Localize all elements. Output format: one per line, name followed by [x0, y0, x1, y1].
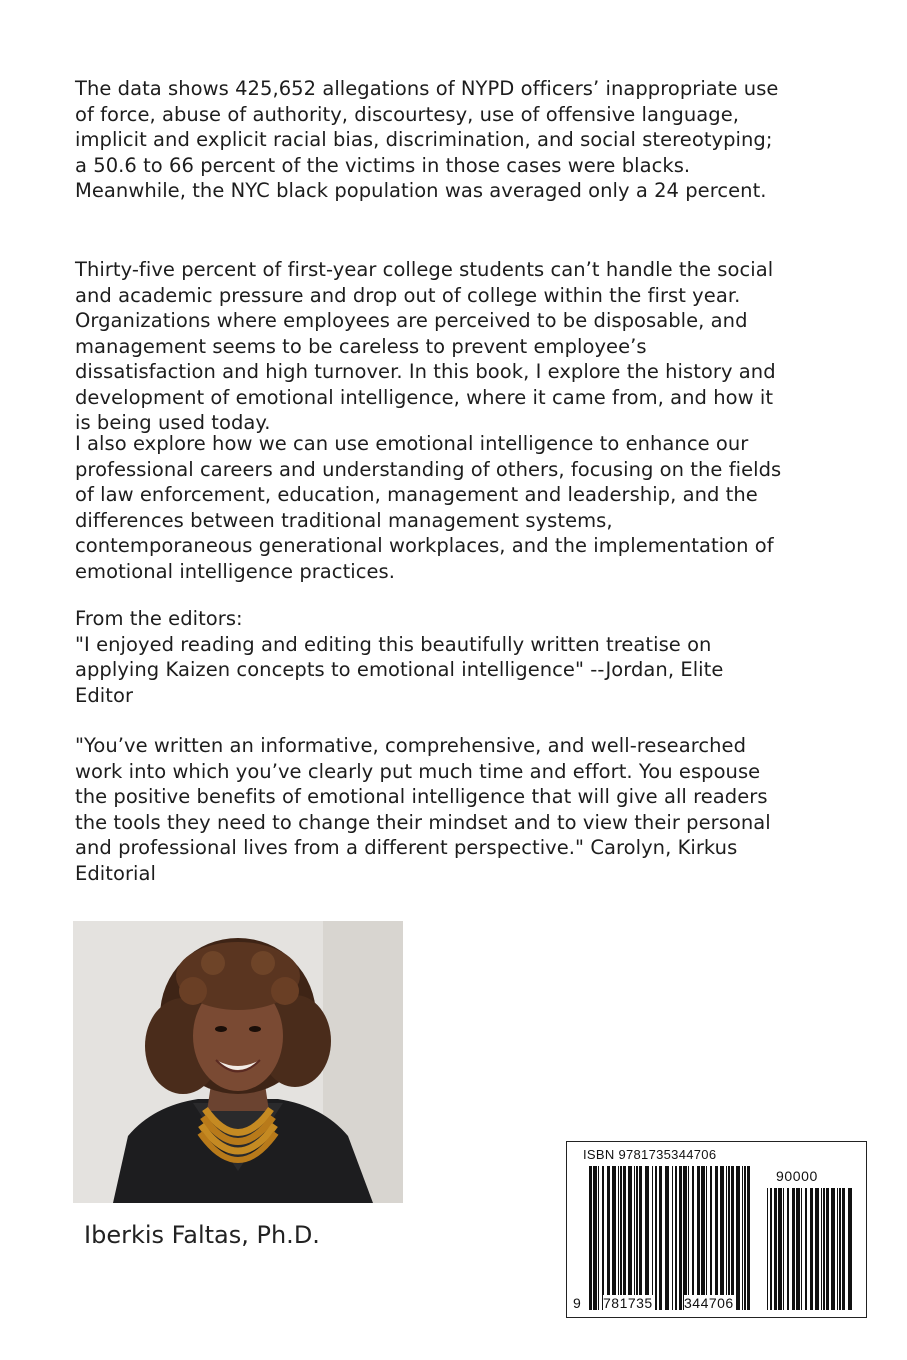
- barcode-bar: [783, 1188, 784, 1310]
- barcode-digit-group-right: 344706: [684, 1295, 734, 1311]
- barcode-bar: [747, 1166, 750, 1310]
- barcode-bar: [805, 1188, 807, 1310]
- barcode-bar: [620, 1166, 622, 1310]
- barcode-bar: [628, 1166, 632, 1310]
- barcode-bar: [778, 1188, 782, 1310]
- barcode-bar: [821, 1188, 822, 1310]
- barcode-bar: [770, 1188, 772, 1310]
- barcode-bar: [720, 1166, 724, 1310]
- barcode-bar: [618, 1166, 619, 1310]
- barcode-bar: [774, 1188, 777, 1310]
- barcode-bar: [652, 1166, 653, 1310]
- review-text: "You’ve written an informative, comprehensive, and well-researched work into which you’ve clearly put much time and effort. You espouse the positive benefits of emotional intelligence that will give all readers the tools they need to change their mindset and to view their personal and professional lives from a different perspective." Carolyn, Kirkus Editorial: [75, 734, 771, 885]
- barcode-bar: [697, 1166, 700, 1310]
- barcode-bar: [801, 1188, 802, 1310]
- barcode-bar: [815, 1188, 819, 1310]
- barcode-bar: [792, 1188, 795, 1310]
- review-text: From the editors: "I enjoyed reading and editing this beautifully written treatise on applying Kaizen concepts to emotional intelligence" --Jordan, Elite Editor: [75, 607, 724, 707]
- barcode-bars: [567, 1142, 865, 1316]
- price-code: 90000: [776, 1168, 818, 1184]
- barcode-bar: [706, 1166, 707, 1310]
- barcode-bar: [767, 1188, 768, 1310]
- editor-review-carolyn: [75, 733, 865, 886]
- barcode-bar: [842, 1188, 845, 1310]
- barcode-bar: [744, 1166, 746, 1310]
- barcode-bar: [839, 1188, 841, 1310]
- barcode-bar: [688, 1166, 689, 1310]
- barcode-bar: [612, 1166, 616, 1310]
- barcode-bar: [679, 1166, 682, 1310]
- barcode-bar: [634, 1166, 635, 1310]
- blurb-paragraph-scope: [75, 431, 865, 584]
- barcode-bar: [598, 1166, 599, 1310]
- barcode-bar: [602, 1166, 604, 1310]
- barcode-bar: [823, 1188, 825, 1310]
- barcode-bar: [623, 1166, 626, 1310]
- barcode-bar: [831, 1188, 835, 1310]
- barcode-bar: [810, 1188, 813, 1310]
- barcode-bar: [848, 1188, 852, 1310]
- barcode-bar: [589, 1166, 592, 1310]
- barcode-bar: [636, 1166, 638, 1310]
- barcode-bar: [826, 1188, 829, 1310]
- blurb-text: Thirty-five percent of first-year college students can’t handle the social and academic pressure and drop out of college within the first year. Organizations where employees are perceived to be disposable, and management seems to be careless to prevent employee’s dissatisfaction and high turnover. In this book, I explore the history and development of emotional intelligence, where it came from, and how it is being used today.: [75, 258, 776, 434]
- author-name: Iberkis Faltas, Ph.D.: [84, 1221, 320, 1249]
- barcode-bar: [659, 1166, 662, 1310]
- barcode-digit-prefix: 9: [573, 1295, 582, 1311]
- barcode-bar: [787, 1188, 789, 1310]
- barcode-bar: [710, 1166, 712, 1310]
- barcode-bar: [701, 1166, 705, 1310]
- author-portrait-illustration: [73, 921, 403, 1203]
- barcode-bar: [837, 1188, 838, 1310]
- barcode-bar: [683, 1166, 687, 1310]
- barcode-bar: [639, 1166, 642, 1310]
- barcode-bar: [736, 1166, 740, 1310]
- barcode-bar: [672, 1166, 673, 1310]
- blurb-text: The data shows 425,652 allegations of NYPD officers’ inappropriate use of force, abuse of authority, discourtesy, use of offensive language, implicit and explicit racial bias, discrimination, and social stereotyping; a 50.6 to 66 percent of the victims in those cases were blacks. Meanwhile, the NYC black population was averaged only a 24 percent.: [75, 77, 779, 202]
- barcode-bar: [665, 1166, 669, 1310]
- barcode-bar: [728, 1166, 730, 1310]
- barcode-digit-group-left: 781735: [603, 1295, 653, 1311]
- barcode-bar: [675, 1166, 677, 1310]
- blurb-paragraph-statistics: [75, 76, 865, 204]
- barcode-bar: [645, 1166, 649, 1310]
- author-photo: [73, 921, 403, 1203]
- barcode-bar: [742, 1166, 743, 1310]
- barcode-bar: [607, 1166, 610, 1310]
- barcode-bar: [593, 1166, 597, 1310]
- barcode-bar: [726, 1166, 727, 1310]
- blurb-paragraph-overview: [75, 257, 865, 436]
- isbn-barcode: [566, 1141, 867, 1318]
- barcode-bar: [796, 1188, 800, 1310]
- blurb-text: I also explore how we can use emotional intelligence to enhance our professional careers and understanding of others, focusing on the fields of law enforcement, education, management and leadership, and the differences between traditional management systems, contemporaneous generational workplaces, and the implementation of emotional intelligence practices.: [75, 432, 782, 583]
- barcode-bar: [692, 1166, 694, 1310]
- editor-review-jordan: [75, 606, 865, 708]
- barcode-bar: [655, 1166, 657, 1310]
- isbn-label: ISBN 9781735344706: [583, 1147, 717, 1162]
- barcode-bar: [715, 1166, 718, 1310]
- barcode-bar: [731, 1166, 734, 1310]
